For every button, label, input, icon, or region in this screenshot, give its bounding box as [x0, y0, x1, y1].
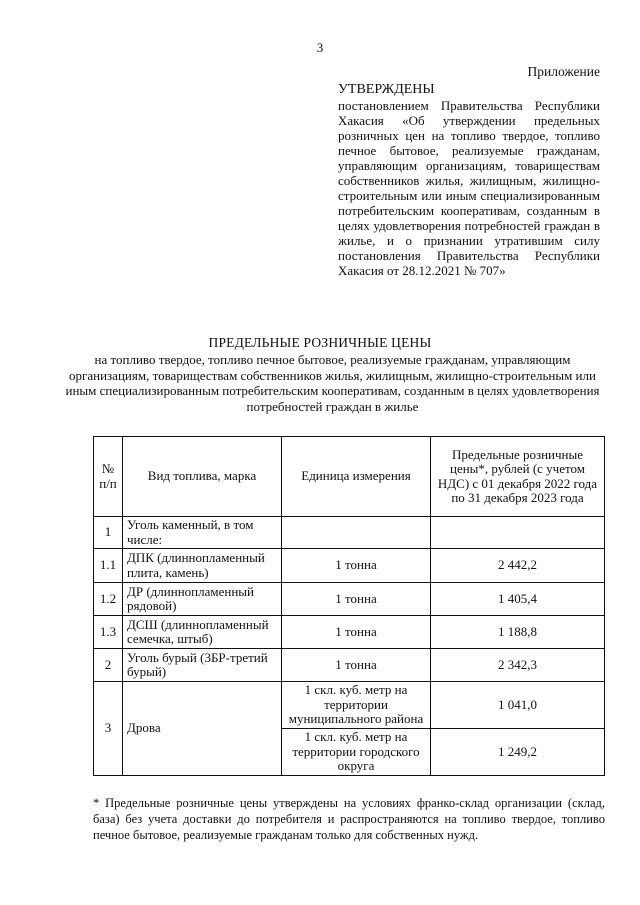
- table-row: [94, 549, 605, 583]
- document-title: ПРЕДЕЛЬНЫЕ РОЗНИЧНЫЕ ЦЕНЫ: [208, 335, 432, 350]
- footnote: * Предельные розничные цены утверждены на условиях франко-склад организации (склад, база) без учета доставки до потребителя и распространяются на топливо твердое, топливо печное бытовое, реализуемые гражданам только для собственных нужд.: [93, 796, 605, 842]
- row-price: 2 342,3: [431, 649, 605, 682]
- row-price: 1 041,0: [431, 682, 605, 729]
- page-number: 3: [316, 40, 324, 55]
- row-name: Уголь бурый (3БР-третий бурый): [123, 649, 282, 682]
- row-unit: 1 скл. куб. метр на территории городского округа: [282, 729, 431, 776]
- row-price: 1 249,2: [431, 729, 605, 776]
- row-unit: 1 тонна: [282, 549, 431, 583]
- row-name: Дрова: [123, 682, 282, 776]
- row-unit: [282, 517, 431, 549]
- header-num: № п/п: [94, 437, 123, 517]
- row-num: 1.1: [94, 549, 123, 583]
- row-price: 1 405,4: [431, 583, 605, 616]
- table-row: [94, 583, 605, 616]
- row-num: 2: [94, 649, 123, 682]
- row-num: 3: [94, 682, 123, 776]
- header-price: Предельные розничные цены*, рублей (с учетом НДС) с 01 декабря 2022 года по 31 декабря 2023 года: [431, 437, 605, 517]
- row-name: ДПК (длиннопламенный плита, камень): [123, 549, 282, 583]
- row-num: 1.3: [94, 616, 123, 649]
- row-name: Уголь каменный, в том числе:: [123, 517, 282, 549]
- row-price: 1 188,8: [431, 616, 605, 649]
- row-price: 2 442,2: [431, 549, 605, 583]
- row-price: [431, 517, 605, 549]
- row-unit: 1 тонна: [282, 583, 431, 616]
- table-row: [94, 682, 605, 729]
- table-header-row: [94, 437, 605, 517]
- row-unit: 1 тонна: [282, 649, 431, 682]
- row-unit: 1 скл. куб. метр на территории муниципального района: [282, 682, 431, 729]
- document-subtitle: на топливо твердое, топливо печное бытовое, реализуемые гражданам, управляющим организациям, товариществам собственников жилья, жилищным, жилищно-строительным или иным специализированным потребительским кооперативам, созданным в целях удовлетворения потребностей граждан в жилье: [65, 352, 600, 414]
- header-name: Вид топлива, марка: [123, 437, 282, 517]
- header-unit: Единица измерения: [282, 437, 431, 517]
- approval-block: [338, 82, 600, 278]
- approval-title: УТВЕРЖДЕНЫ: [338, 82, 435, 97]
- table-row: [94, 517, 605, 549]
- appendix-label: Приложение: [527, 64, 600, 79]
- price-table: [93, 436, 605, 776]
- table-row: [94, 649, 605, 682]
- table-row: [94, 616, 605, 649]
- row-num: 1.2: [94, 583, 123, 616]
- row-name: ДСШ (длиннопламенный семечка, штыб): [123, 616, 282, 649]
- row-name: ДР (длиннопламенный рядовой): [123, 583, 282, 616]
- row-num: 1: [94, 517, 123, 549]
- row-unit: 1 тонна: [282, 616, 431, 649]
- approval-text: постановлением Правительства Республики Хакасия «Об утверждении предельных розничных цен на топливо твердое, топливо печное бытовое, реализуемые гражданам, управляющим организациям, товариществам собственников жилья, жилищным, жилищно-строительным или иным специализированным потребительским кооперативам, созданным в целях удовлетворения потребностей граждан в жилье, и о признании утратившим силу постановления Правительства Республики Хакасия от 28.12.2021 № 707»: [338, 98, 600, 278]
